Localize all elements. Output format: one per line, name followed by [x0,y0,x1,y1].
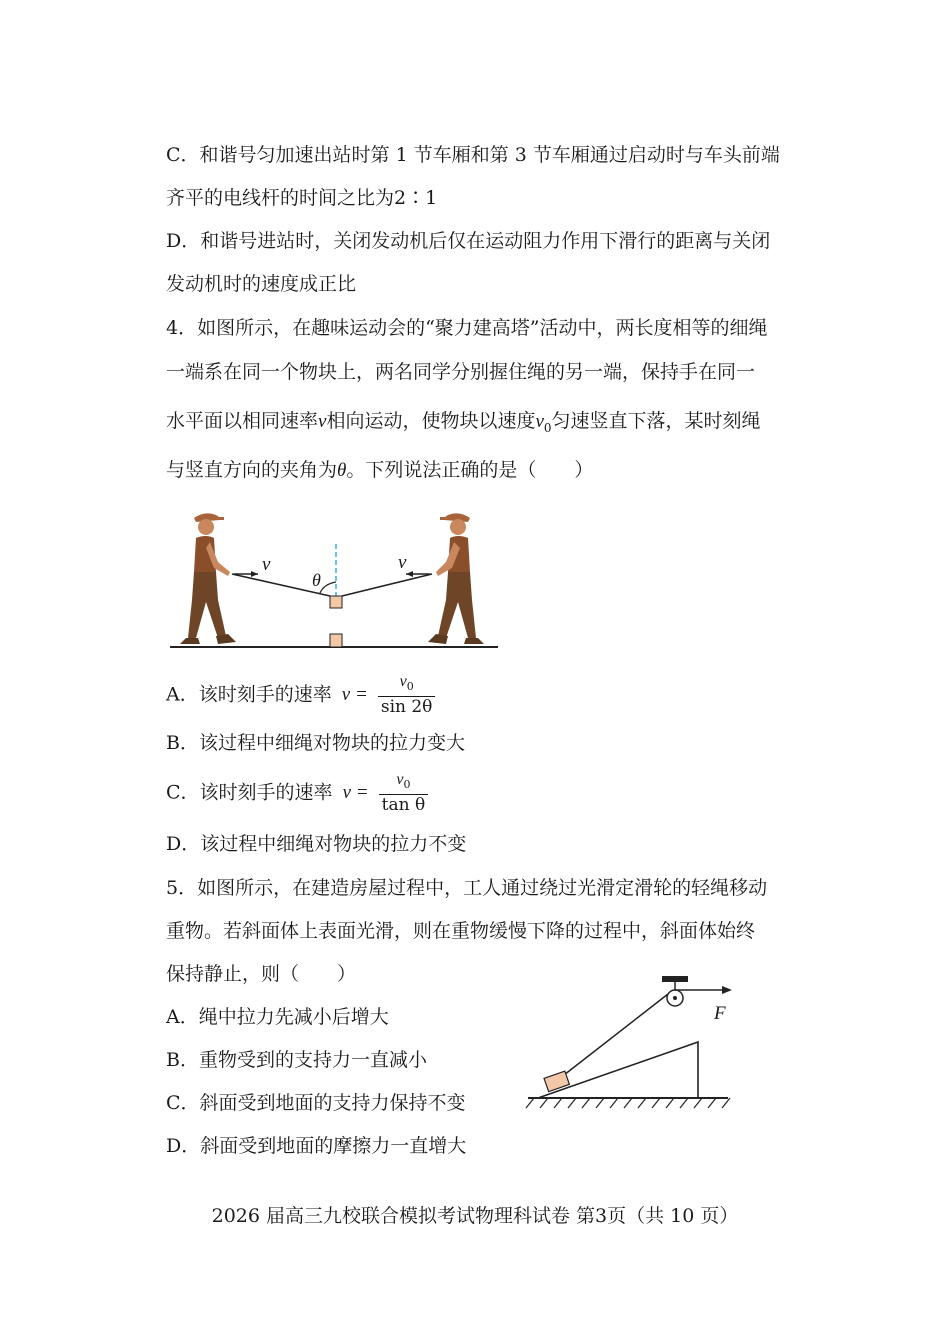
q4-option-b: B．该过程中细绳对物块的拉力变大 [166,732,465,754]
q5-option-d: D．斜面受到地面的摩擦力一直增大 [166,1135,467,1157]
label-theta: θ [312,570,321,590]
q3-option-c-line1: C．和谐号匀加速出站时第 1 节车厢和第 3 节车厢通过启动时与车头前端 [166,144,780,166]
label-v-left: v [262,554,271,575]
left-person-figure [180,513,236,644]
q5-stem-line1: 5．如图所示，在建造房屋过程中，工人通过绕过光滑定滑轮的轻绳移动 [166,877,768,899]
q5-option-c: C．斜面受到地面的支持力保持不变 [166,1092,466,1114]
page-footer: 2026 届高三九校联合模拟考试物理科试卷 第3页（共 10 页） [211,1205,739,1227]
q5-option-a: A．绳中拉力先减小后增大 [166,1006,389,1028]
q4-option-a: A．该时刻手的速率 v = $\frac{v_0}{\sin 2\theta}$ [166,672,435,720]
q3-option-c-line2: 齐平的电线杆的时间之比为2∶1 [166,187,438,209]
label-F: F [714,1003,726,1024]
q4-stem-line3: 水平面以相同速率v相向运动，使物块以速度$v_0$匀速竖直下落，某时刻绳 [166,410,761,435]
q5-figure [524,970,734,1115]
q5-option-b: B．重物受到的支持力一直减小 [166,1049,427,1071]
q4-option-d: D．该过程中细绳对物块的拉力不变 [166,833,467,855]
q3-option-d-line1: D．和谐号进站时，关闭发动机后仅在运动阻力作用下滑行的距离与关闭 [166,230,771,252]
q3-option-d-line2: 发动机时的速度成正比 [166,273,357,295]
q5-stem-line3: 保持静止，则（ ） [166,963,357,985]
right-person-figure [428,513,484,644]
label-v-right: v [398,552,407,573]
q4-stem-line1: 4．如图所示，在趣味运动会的“聚力建高塔”活动中，两长度相等的细绳 [166,317,768,339]
q4-stem-line4: 与竖直方向的夹角为θ。下列说法正确的是（ ） [166,459,594,481]
q4-option-c: C．该时刻手的速率 v = $\frac{v_0}{\text{tan θ}}$ [166,770,428,818]
q4-figure [166,500,506,652]
q4-stem-line2: 一端系在同一个物块上，两名同学分别握住绳的另一端，保持手在同一 [166,361,756,383]
q5-stem-line2: 重物。若斜面体上表面光滑，则在重物缓慢下降的过程中，斜面体始终 [166,920,756,942]
